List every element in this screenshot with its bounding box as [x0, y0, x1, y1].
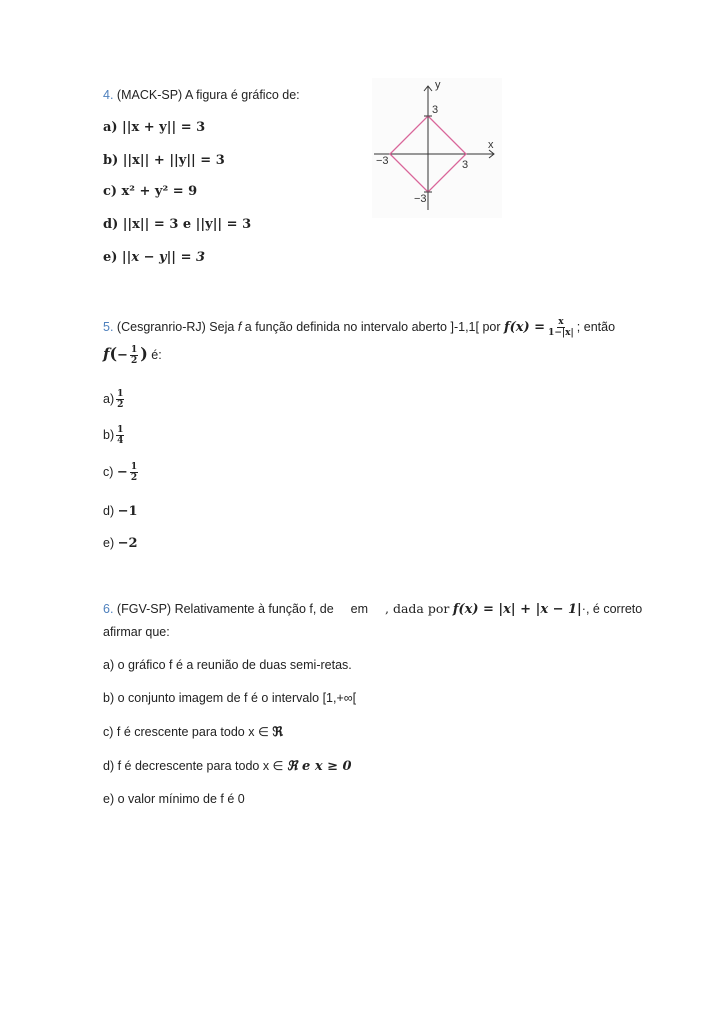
q4-option-a: [103, 118, 205, 136]
q4-option-d: [103, 215, 251, 233]
q4-heading: [103, 88, 300, 102]
q5-option-b-letter: b): [103, 427, 115, 442]
q5-second-line-suffix: é:: [151, 348, 162, 362]
q6-option-d-text: d) f é decrescente para todo x ∈: [103, 759, 284, 773]
q5-second-line: f(− $\frac{1}{2}$ ) é:: [103, 344, 162, 367]
q6-stem-a: (FGV-SP) Relativamente à função f, de: [116, 602, 334, 616]
q5-heading: [103, 317, 615, 338]
q4-option-b: [103, 151, 225, 169]
q5-option-a-num: 1: [117, 389, 124, 399]
q6-stem-c: , dada por: [385, 601, 450, 616]
q5-f: f: [237, 319, 242, 334]
q4-option-e-letter: e): [103, 250, 118, 265]
q4-option-c-letter: c): [103, 184, 118, 199]
q4-graph: [372, 78, 502, 218]
q4-option-d-expr: ||x|| = 3 e ||y|| = 3: [122, 217, 252, 232]
q4-option-b-expr: ||x|| + ||y|| = 3: [122, 153, 225, 168]
q5-option-d-letter: d): [103, 504, 115, 518]
q6-option-c-text: c) f é crescente para todo x ∈: [103, 725, 269, 739]
q6-option-c: [103, 724, 283, 740]
label-bottom: −3: [414, 193, 427, 205]
q5-option-c-sign: −: [116, 464, 128, 480]
q4-number: 4.: [103, 88, 114, 102]
q5-option-e: [103, 536, 138, 551]
q5-option-b: [103, 425, 126, 446]
q5-stem-before: (Cesgranrio-RJ) Seja: [116, 319, 235, 334]
q5-option-d: [103, 504, 138, 519]
q5-option-c-num: 1: [130, 462, 138, 472]
q5-number: 5.: [103, 319, 114, 334]
q6-option-e: e) o valor mínimo de f é 0: [103, 792, 245, 806]
q6-option-d: [103, 758, 352, 774]
q5-func-lhs: f(x) =: [504, 319, 546, 335]
q6-option-a: a) o gráfico f é a reunião de duas semi-retas.: [103, 658, 352, 672]
q5-stem-after: ; então: [576, 319, 616, 334]
q4-option-c: [103, 182, 197, 200]
q6-option-b: b) o conjunto imagem de f é o intervalo [1,+∞[: [103, 691, 357, 705]
q5-option-c-den: 2: [130, 473, 138, 483]
x-axis-label: x: [488, 139, 494, 151]
q4-option-a-expr: ||x + y|| = 3: [122, 120, 206, 135]
q5-frac-num: x: [558, 317, 564, 327]
q5-option-b-num: 1: [117, 425, 124, 435]
q5-option-e-value: −2: [117, 536, 138, 551]
q5-stem-middle: a função definida no intervalo aberto ]-1,1[ por: [244, 319, 501, 334]
q6-stem-b: em: [350, 602, 369, 616]
q4-option-b-letter: b): [103, 153, 119, 168]
q5-second-line-f: f: [103, 345, 110, 363]
label-top: 3: [432, 104, 439, 116]
label-left: −3: [376, 155, 389, 167]
q5-frac-den: 1−|x|: [548, 328, 574, 338]
q4-option-c-expr: x² + y² = 9: [121, 184, 198, 199]
q4-option-e: [103, 248, 205, 266]
q5-second-frac-den: 2: [130, 356, 138, 367]
q6-option-d-math: ℜ e x ≥ 0: [286, 759, 352, 774]
q6-heading: [103, 601, 642, 617]
q5-option-c-letter: c): [103, 464, 114, 479]
q4-option-a-letter: a): [103, 120, 118, 135]
label-right: 3: [462, 159, 469, 171]
q6-stem-line2: afirmar que:: [103, 625, 170, 639]
q4-option-e-expr: ||x − y|| = 3: [121, 250, 206, 265]
q5-option-b-den: 4: [117, 436, 124, 446]
y-axis-label: y: [435, 79, 441, 91]
q5-func-frac: [547, 317, 575, 338]
q5-option-a-den: 2: [117, 400, 124, 410]
q5-second-line-frac: [130, 345, 138, 366]
q5-option-a: [103, 389, 126, 410]
q5-option-a-letter: a): [103, 391, 115, 406]
q5-option-c: [103, 462, 140, 483]
q4-option-d-letter: d): [103, 217, 119, 232]
q5-option-e-letter: e): [103, 536, 115, 550]
q6-func: f(x) = |x| + |x − 1|: [452, 602, 582, 617]
q4-graph-svg: [372, 78, 502, 218]
q5-option-d-value: −1: [117, 504, 138, 519]
q6-stem-d: ·, é correto: [581, 602, 643, 616]
q5-second-frac-num: 1: [130, 345, 138, 356]
q4-stem: (MACK-SP) A figura é gráfico de:: [116, 88, 300, 102]
q6-number: 6.: [103, 602, 114, 616]
q6-option-c-math: ℜ: [272, 725, 283, 740]
